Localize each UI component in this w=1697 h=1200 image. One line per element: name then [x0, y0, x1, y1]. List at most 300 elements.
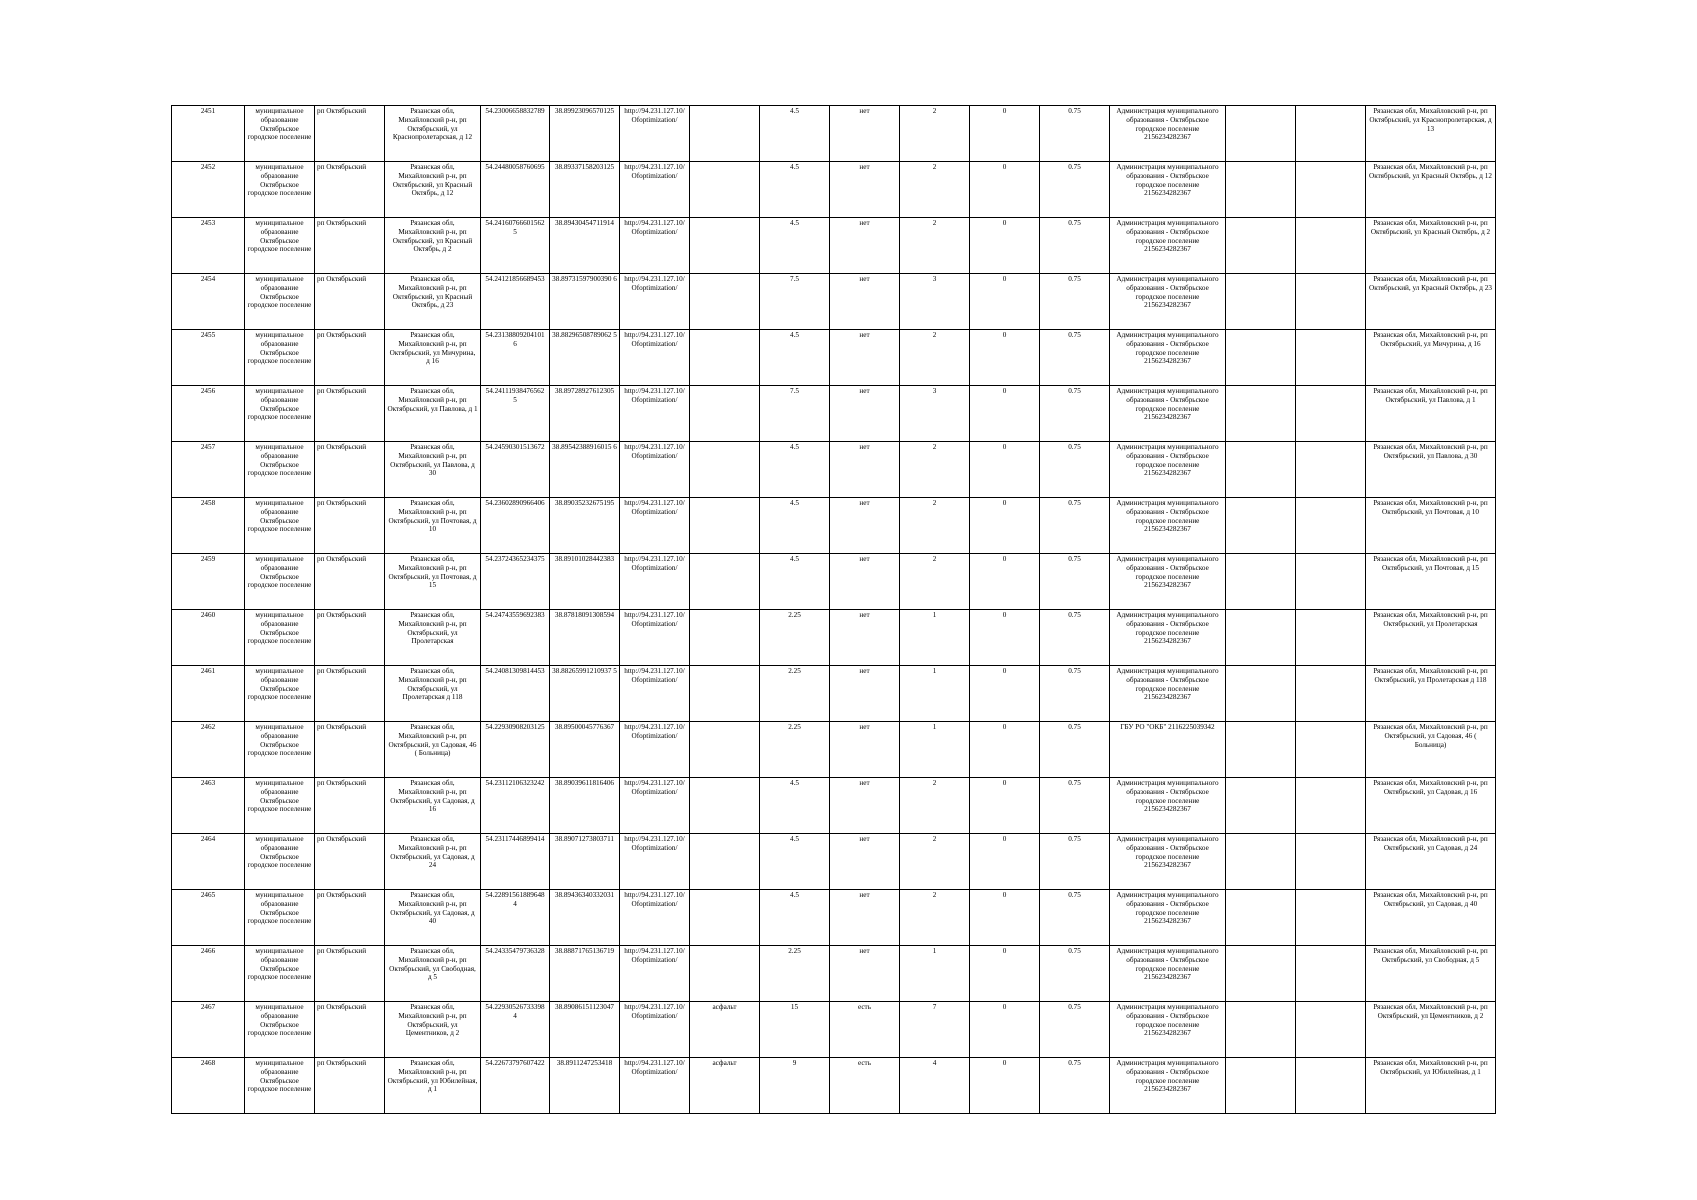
- cell-zero-value: 0: [970, 722, 1040, 778]
- cell-address: Рязанская обл, Михайловский р-н, рп Октябрьский, ул Пролетарская д 118: [385, 666, 481, 722]
- cell-container-count: 2: [900, 834, 970, 890]
- cell-longitude: 38.89035232675195: [550, 498, 620, 554]
- cell-locality: рп Октябрьский: [315, 666, 385, 722]
- cell-locality: рп Октябрьский: [315, 946, 385, 1002]
- cell-empty: [1226, 610, 1296, 666]
- cell-empty: [1296, 778, 1366, 834]
- cell-latitude: 54.23724365234375: [481, 554, 550, 610]
- cell-holder: Администрация муниципального образования - Октябрьское городское поселение 2156234282367: [1110, 1058, 1226, 1114]
- cell-owner: муниципальное образование Октябрьское городское поселение: [245, 778, 315, 834]
- cell-number: 2456: [172, 386, 245, 442]
- cell-map-link: http://94.231.127.10/Ofoptimization/: [620, 778, 690, 834]
- cell-empty: [1296, 1002, 1366, 1058]
- cell-owner: муниципальное образование Октябрьское городское поселение: [245, 890, 315, 946]
- cell-zero-value: 0: [970, 666, 1040, 722]
- table-row: [172, 610, 1496, 666]
- cell-waste-source: Рязанская обл, Михайловский р-н, рп Октябрьский, ул Красный Октябрь, д 2: [1366, 218, 1496, 274]
- cell-latitude: 54.24160766601562 5: [481, 218, 550, 274]
- cell-holder: Администрация муниципального образования - Октябрьское городское поселение 2156234282367: [1110, 386, 1226, 442]
- table-row: [172, 274, 1496, 330]
- cell-longitude: 38.88265991210937 5: [550, 666, 620, 722]
- cell-address: Рязанская обл, Михайловский р-н, рп Октябрьский, ул Красный Октябрь, д 2: [385, 218, 481, 274]
- cell-waste-source: Рязанская обл, Михайловский р-н, рп Октябрьский, ул Садовая, д 24: [1366, 834, 1496, 890]
- cell-map-link: http://94.231.127.10/Ofoptimization/: [620, 946, 690, 1002]
- cell-empty: [1296, 610, 1366, 666]
- cell-container-volume: 0.75: [1040, 386, 1110, 442]
- cell-number: 2451: [172, 106, 245, 162]
- cell-longitude: 38.89430454711914: [550, 218, 620, 274]
- cell-longitude: 38.89101028442383: [550, 554, 620, 610]
- cell-empty: [1296, 834, 1366, 890]
- cell-owner: муниципальное образование Октябрьское городское поселение: [245, 1058, 315, 1114]
- cell-container-count: 2: [900, 778, 970, 834]
- cell-longitude: 38.89086151123047: [550, 1002, 620, 1058]
- cell-address: Рязанская обл, Михайловский р-н, рп Октябрьский, ул Красный Октябрь, д 12: [385, 162, 481, 218]
- cell-address: Рязанская обл, Михайловский р-н, рп Октябрьский, ул Садовая, д 16: [385, 778, 481, 834]
- cell-latitude: 54.24081309814453: [481, 666, 550, 722]
- cell-map-link: http://94.231.127.10/Ofoptimization/: [620, 722, 690, 778]
- cell-surface: [690, 106, 760, 162]
- cell-owner: муниципальное образование Октябрьское городское поселение: [245, 666, 315, 722]
- cell-container-count: 1: [900, 666, 970, 722]
- cell-area: 4.5: [760, 442, 830, 498]
- cell-number: 2453: [172, 218, 245, 274]
- cell-empty: [1296, 722, 1366, 778]
- cell-longitude: 38.88296508789062 5: [550, 330, 620, 386]
- table-row: [172, 498, 1496, 554]
- cell-fence: нет: [830, 778, 900, 834]
- cell-holder: Администрация муниципального образования - Октябрьское городское поселение 2156234282367: [1110, 218, 1226, 274]
- cell-latitude: 54.22930526733398 4: [481, 1002, 550, 1058]
- cell-number: 2461: [172, 666, 245, 722]
- cell-owner: муниципальное образование Октябрьское городское поселение: [245, 218, 315, 274]
- cell-fence: нет: [830, 330, 900, 386]
- cell-container-volume: 0.75: [1040, 610, 1110, 666]
- cell-fence: нет: [830, 554, 900, 610]
- cell-map-link: http://94.231.127.10/Ofoptimization/: [620, 834, 690, 890]
- cell-container-volume: 0.75: [1040, 1058, 1110, 1114]
- cell-empty: [1226, 386, 1296, 442]
- cell-latitude: 54.24590301513672: [481, 442, 550, 498]
- cell-area: 4.5: [760, 218, 830, 274]
- cell-locality: рп Октябрьский: [315, 442, 385, 498]
- cell-empty: [1226, 498, 1296, 554]
- cell-container-volume: 0.75: [1040, 274, 1110, 330]
- cell-holder: Администрация муниципального образования - Октябрьское городское поселение 2156234282367: [1110, 778, 1226, 834]
- cell-latitude: 54.24480058760695: [481, 162, 550, 218]
- cell-container-count: 2: [900, 890, 970, 946]
- cell-area: 2.25: [760, 946, 830, 1002]
- table-row: [172, 386, 1496, 442]
- cell-container-volume: 0.75: [1040, 330, 1110, 386]
- cell-area: 2.25: [760, 666, 830, 722]
- cell-holder: Администрация муниципального образования - Октябрьское городское поселение 2156234282367: [1110, 106, 1226, 162]
- table-body: [172, 106, 1496, 1114]
- cell-waste-source: Рязанская обл, Михайловский р-н, рп Октябрьский, ул Почтовая, д 15: [1366, 554, 1496, 610]
- cell-owner: муниципальное образование Октябрьское городское поселение: [245, 386, 315, 442]
- cell-longitude: 38.87818091308594: [550, 610, 620, 666]
- cell-container-volume: 0.75: [1040, 778, 1110, 834]
- cell-holder: Администрация муниципального образования - Октябрьское городское поселение 2156234282367: [1110, 162, 1226, 218]
- cell-address: Рязанская обл, Михайловский р-н, рп Октябрьский, ул Мичурина, д 16: [385, 330, 481, 386]
- cell-longitude: 38.89436340332031: [550, 890, 620, 946]
- cell-container-count: 3: [900, 274, 970, 330]
- cell-number: 2455: [172, 330, 245, 386]
- cell-address: Рязанская обл, Михайловский р-н, рп Октябрьский, ул Краснопролетарская, д 12: [385, 106, 481, 162]
- cell-map-link: http://94.231.127.10/Ofoptimization/: [620, 1002, 690, 1058]
- table-row: [172, 106, 1496, 162]
- cell-number: 2460: [172, 610, 245, 666]
- cell-empty: [1226, 218, 1296, 274]
- cell-fence: нет: [830, 106, 900, 162]
- cell-owner: муниципальное образование Октябрьское городское поселение: [245, 554, 315, 610]
- cell-number: 2464: [172, 834, 245, 890]
- cell-surface: [690, 554, 760, 610]
- cell-holder: Администрация муниципального образования - Октябрьское городское поселение 2156234282367: [1110, 666, 1226, 722]
- cell-container-volume: 0.75: [1040, 218, 1110, 274]
- cell-address: Рязанская обл, Михайловский р-н, рп Октябрьский, ул Цементников, д 2: [385, 1002, 481, 1058]
- cell-map-link: http://94.231.127.10/Ofoptimization/: [620, 1058, 690, 1114]
- table-row: [172, 162, 1496, 218]
- cell-empty: [1226, 834, 1296, 890]
- cell-longitude: 38.8911247253418: [550, 1058, 620, 1114]
- cell-container-count: 1: [900, 722, 970, 778]
- cell-empty: [1226, 946, 1296, 1002]
- cell-locality: рп Октябрьский: [315, 722, 385, 778]
- cell-zero-value: 0: [970, 778, 1040, 834]
- cell-owner: муниципальное образование Октябрьское городское поселение: [245, 722, 315, 778]
- cell-empty: [1226, 890, 1296, 946]
- cell-zero-value: 0: [970, 218, 1040, 274]
- cell-waste-source: Рязанская обл, Михайловский р-н, рп Октябрьский, ул Пролетарская: [1366, 610, 1496, 666]
- cell-area: 2.25: [760, 722, 830, 778]
- cell-waste-source: Рязанская обл, Михайловский р-н, рп Октябрьский, ул Почтовая, д 10: [1366, 498, 1496, 554]
- cell-latitude: 54.22891561889648 4: [481, 890, 550, 946]
- cell-area: 2.25: [760, 610, 830, 666]
- cell-surface: [690, 610, 760, 666]
- cell-surface: [690, 274, 760, 330]
- cell-area: 9: [760, 1058, 830, 1114]
- table-row: [172, 330, 1496, 386]
- cell-empty: [1226, 330, 1296, 386]
- cell-waste-source: Рязанская обл, Михайловский р-н, рп Октябрьский, ул Юбилейная, д 1: [1366, 1058, 1496, 1114]
- cell-map-link: http://94.231.127.10/Ofoptimization/: [620, 106, 690, 162]
- cell-owner: муниципальное образование Октябрьское городское поселение: [245, 330, 315, 386]
- cell-holder: Администрация муниципального образования - Октябрьское городское поселение 2156234282367: [1110, 274, 1226, 330]
- cell-locality: рп Октябрьский: [315, 778, 385, 834]
- table-row: [172, 1002, 1496, 1058]
- cell-container-count: 2: [900, 162, 970, 218]
- cell-longitude: 38.89500045776367: [550, 722, 620, 778]
- cell-number: 2458: [172, 498, 245, 554]
- cell-container-volume: 0.75: [1040, 106, 1110, 162]
- cell-empty: [1296, 162, 1366, 218]
- cell-fence: нет: [830, 722, 900, 778]
- cell-latitude: 54.23138809204101 6: [481, 330, 550, 386]
- cell-surface: [690, 498, 760, 554]
- cell-zero-value: 0: [970, 106, 1040, 162]
- cell-area: 4.5: [760, 834, 830, 890]
- cell-fence: нет: [830, 218, 900, 274]
- cell-fence: есть: [830, 1058, 900, 1114]
- cell-map-link: http://94.231.127.10/Ofoptimization/: [620, 386, 690, 442]
- cell-zero-value: 0: [970, 554, 1040, 610]
- cell-owner: муниципальное образование Октябрьское городское поселение: [245, 274, 315, 330]
- cell-owner: муниципальное образование Октябрьское городское поселение: [245, 106, 315, 162]
- table-row: [172, 722, 1496, 778]
- cell-number: 2467: [172, 1002, 245, 1058]
- cell-zero-value: 0: [970, 274, 1040, 330]
- cell-holder: Администрация муниципального образования - Октябрьское городское поселение 2156234282367: [1110, 442, 1226, 498]
- cell-holder: Администрация муниципального образования - Октябрьское городское поселение 2156234282367: [1110, 498, 1226, 554]
- cell-container-count: 1: [900, 946, 970, 1002]
- cell-surface: [690, 890, 760, 946]
- cell-map-link: http://94.231.127.10/Ofoptimization/: [620, 162, 690, 218]
- cell-number: 2462: [172, 722, 245, 778]
- cell-surface: [690, 946, 760, 1002]
- cell-container-volume: 0.75: [1040, 722, 1110, 778]
- table-row: [172, 442, 1496, 498]
- cell-map-link: http://94.231.127.10/Ofoptimization/: [620, 554, 690, 610]
- cell-container-count: 2: [900, 330, 970, 386]
- cell-area: 4.5: [760, 106, 830, 162]
- cell-number: 2463: [172, 778, 245, 834]
- cell-container-volume: 0.75: [1040, 1002, 1110, 1058]
- cell-empty: [1296, 274, 1366, 330]
- cell-number: 2459: [172, 554, 245, 610]
- cell-container-count: 2: [900, 218, 970, 274]
- cell-surface: [690, 778, 760, 834]
- cell-number: 2452: [172, 162, 245, 218]
- cell-waste-source: Рязанская обл, Михайловский р-н, рп Октябрьский, ул Пролетарская д 118: [1366, 666, 1496, 722]
- cell-area: 4.5: [760, 498, 830, 554]
- cell-surface: [690, 834, 760, 890]
- cell-latitude: 54.24121856689453: [481, 274, 550, 330]
- cell-surface: [690, 442, 760, 498]
- table-row: [172, 666, 1496, 722]
- cell-number: 2466: [172, 946, 245, 1002]
- cell-area: 7.5: [760, 386, 830, 442]
- cell-waste-source: Рязанская обл, Михайловский р-н, рп Октябрьский, ул Красный Октябрь, д 12: [1366, 162, 1496, 218]
- cell-empty: [1296, 442, 1366, 498]
- cell-holder: Администрация муниципального образования - Октябрьское городское поселение 2156234282367: [1110, 1002, 1226, 1058]
- cell-locality: рп Октябрьский: [315, 610, 385, 666]
- cell-longitude: 38.89923096570125: [550, 106, 620, 162]
- cell-fence: нет: [830, 946, 900, 1002]
- cell-waste-source: Рязанская обл, Михайловский р-н, рп Октябрьский, ул Павлова, д 1: [1366, 386, 1496, 442]
- cell-waste-source: Рязанская обл, Михайловский р-н, рп Октябрьский, ул Свободная, д 5: [1366, 946, 1496, 1002]
- cell-surface: [690, 666, 760, 722]
- cell-area: 15: [760, 1002, 830, 1058]
- cell-container-volume: 0.75: [1040, 666, 1110, 722]
- cell-holder: Администрация муниципального образования - Октябрьское городское поселение 2156234282367: [1110, 834, 1226, 890]
- cell-owner: муниципальное образование Октябрьское городское поселение: [245, 442, 315, 498]
- cell-locality: рп Октябрьский: [315, 386, 385, 442]
- cell-empty: [1296, 554, 1366, 610]
- cell-number: 2454: [172, 274, 245, 330]
- cell-latitude: 54.24743559692383: [481, 610, 550, 666]
- cell-fence: нет: [830, 834, 900, 890]
- cell-owner: муниципальное образование Октябрьское городское поселение: [245, 1002, 315, 1058]
- cell-holder: Администрация муниципального образования - Октябрьское городское поселение 2156234282367: [1110, 554, 1226, 610]
- cell-fence: нет: [830, 498, 900, 554]
- cell-fence: нет: [830, 442, 900, 498]
- cell-address: Рязанская обл, Михайловский р-н, рп Октябрьский, ул Красный Октябрь, д 23: [385, 274, 481, 330]
- cell-address: Рязанская обл, Михайловский р-н, рп Октябрьский, ул Садовая, д 40: [385, 890, 481, 946]
- cell-empty: [1296, 890, 1366, 946]
- cell-container-count: 2: [900, 554, 970, 610]
- cell-container-count: 7: [900, 1002, 970, 1058]
- cell-waste-source: Рязанская обл, Михайловский р-н, рп Октябрьский, ул Павлова, д 30: [1366, 442, 1496, 498]
- cell-area: 4.5: [760, 554, 830, 610]
- cell-waste-source: Рязанская обл, Михайловский р-н, рп Октябрьский, ул Садовая, д 16: [1366, 778, 1496, 834]
- cell-waste-source: Рязанская обл, Михайловский р-н, рп Октябрьский, ул Краснопролетарская, д 13: [1366, 106, 1496, 162]
- cell-container-count: 3: [900, 386, 970, 442]
- cell-empty: [1296, 330, 1366, 386]
- cell-empty: [1226, 162, 1296, 218]
- cell-latitude: 54.22930908203125: [481, 722, 550, 778]
- cell-container-count: 2: [900, 442, 970, 498]
- table-row: [172, 834, 1496, 890]
- cell-container-count: 4: [900, 1058, 970, 1114]
- cell-empty: [1226, 1002, 1296, 1058]
- cell-locality: рп Октябрьский: [315, 1002, 385, 1058]
- cell-zero-value: 0: [970, 498, 1040, 554]
- cell-surface: [690, 386, 760, 442]
- cell-address: Рязанская обл, Михайловский р-н, рп Октябрьский, ул Садовая, 46 ( Больница): [385, 722, 481, 778]
- cell-empty: [1296, 946, 1366, 1002]
- cell-locality: рп Октябрьский: [315, 1058, 385, 1114]
- cell-latitude: 54.24335479736328: [481, 946, 550, 1002]
- cell-locality: рп Октябрьский: [315, 274, 385, 330]
- cell-surface: [690, 162, 760, 218]
- cell-surface: [690, 330, 760, 386]
- table-row: [172, 554, 1496, 610]
- cell-latitude: 54.23602890966406: [481, 498, 550, 554]
- cell-locality: рп Октябрьский: [315, 554, 385, 610]
- cell-zero-value: 0: [970, 330, 1040, 386]
- cell-container-count: 2: [900, 498, 970, 554]
- cell-zero-value: 0: [970, 162, 1040, 218]
- cell-locality: рп Октябрьский: [315, 890, 385, 946]
- cell-zero-value: 0: [970, 1002, 1040, 1058]
- cell-map-link: http://94.231.127.10/Ofoptimization/: [620, 330, 690, 386]
- cell-waste-source: Рязанская обл, Михайловский р-н, рп Октябрьский, ул Красный Октябрь, д 23: [1366, 274, 1496, 330]
- cell-waste-source: Рязанская обл, Михайловский р-н, рп Октябрьский, ул Садовая, д 40: [1366, 890, 1496, 946]
- cell-owner: муниципальное образование Октябрьское городское поселение: [245, 162, 315, 218]
- cell-address: Рязанская обл, Михайловский р-н, рп Октябрьский, ул Почтовая, д 10: [385, 498, 481, 554]
- cell-longitude: 38.89731597900390 6: [550, 274, 620, 330]
- cell-empty: [1296, 218, 1366, 274]
- cell-empty: [1296, 106, 1366, 162]
- cell-waste-source: Рязанская обл, Михайловский р-н, рп Октябрьский, ул Мичурина, д 16: [1366, 330, 1496, 386]
- cell-holder: Администрация муниципального образования - Октябрьское городское поселение 2156234282367: [1110, 610, 1226, 666]
- cell-zero-value: 0: [970, 610, 1040, 666]
- cell-container-volume: 0.75: [1040, 946, 1110, 1002]
- cell-longitude: 38.89039611816406: [550, 778, 620, 834]
- cell-map-link: http://94.231.127.10/Ofoptimization/: [620, 442, 690, 498]
- cell-locality: рп Октябрьский: [315, 162, 385, 218]
- cell-empty: [1296, 1058, 1366, 1114]
- cell-latitude: 54.23117446899414: [481, 834, 550, 890]
- cell-area: 7.5: [760, 274, 830, 330]
- table-row: [172, 778, 1496, 834]
- cell-owner: муниципальное образование Октябрьское городское поселение: [245, 834, 315, 890]
- waste-sites-table: [171, 105, 1496, 1114]
- cell-fence: нет: [830, 666, 900, 722]
- cell-address: Рязанская обл, Михайловский р-н, рп Октябрьский, ул Почтовая, д 15: [385, 554, 481, 610]
- cell-container-volume: 0.75: [1040, 890, 1110, 946]
- cell-zero-value: 0: [970, 386, 1040, 442]
- table-row: [172, 946, 1496, 1002]
- cell-map-link: http://94.231.127.10/Ofoptimization/: [620, 610, 690, 666]
- cell-container-volume: 0.75: [1040, 162, 1110, 218]
- cell-number: 2468: [172, 1058, 245, 1114]
- cell-holder: Администрация муниципального образования - Октябрьское городское поселение 2156234282367: [1110, 946, 1226, 1002]
- cell-surface: [690, 218, 760, 274]
- cell-empty: [1226, 106, 1296, 162]
- cell-surface: асфальт: [690, 1058, 760, 1114]
- cell-empty: [1226, 554, 1296, 610]
- cell-area: 4.5: [760, 778, 830, 834]
- cell-container-volume: 0.75: [1040, 554, 1110, 610]
- cell-map-link: http://94.231.127.10/Ofoptimization/: [620, 218, 690, 274]
- cell-address: Рязанская обл, Михайловский р-н, рп Октябрьский, ул Павлова, д 1: [385, 386, 481, 442]
- cell-holder: Администрация муниципального образования - Октябрьское городское поселение 2156234282367: [1110, 890, 1226, 946]
- cell-number: 2457: [172, 442, 245, 498]
- cell-empty: [1296, 386, 1366, 442]
- cell-map-link: http://94.231.127.10/Ofoptimization/: [620, 890, 690, 946]
- cell-longitude: 38.89542388916015 6: [550, 442, 620, 498]
- cell-container-count: 1: [900, 610, 970, 666]
- cell-latitude: 54.23006658832789: [481, 106, 550, 162]
- cell-area: 4.5: [760, 890, 830, 946]
- cell-longitude: 38.89071273803711: [550, 834, 620, 890]
- cell-fence: есть: [830, 1002, 900, 1058]
- cell-surface: асфальт: [690, 1002, 760, 1058]
- cell-locality: рп Октябрьский: [315, 834, 385, 890]
- cell-longitude: 38.88871765136719: [550, 946, 620, 1002]
- cell-zero-value: 0: [970, 1058, 1040, 1114]
- cell-latitude: 54.23112106323242: [481, 778, 550, 834]
- table-row: [172, 890, 1496, 946]
- cell-fence: нет: [830, 386, 900, 442]
- cell-address: Рязанская обл, Михайловский р-н, рп Октябрьский, ул Свободная, д 5: [385, 946, 481, 1002]
- table-row: [172, 218, 1496, 274]
- cell-map-link: http://94.231.127.10/Ofoptimization/: [620, 666, 690, 722]
- cell-locality: рп Октябрьский: [315, 106, 385, 162]
- cell-empty: [1226, 722, 1296, 778]
- cell-empty: [1226, 1058, 1296, 1114]
- cell-waste-source: Рязанская обл, Михайловский р-н, рп Октябрьский, ул Цементников, д 2: [1366, 1002, 1496, 1058]
- cell-owner: муниципальное образование Октябрьское городское поселение: [245, 498, 315, 554]
- cell-map-link: http://94.231.127.10/Ofoptimization/: [620, 498, 690, 554]
- cell-address: Рязанская обл, Михайловский р-н, рп Октябрьский, ул Пролетарская: [385, 610, 481, 666]
- cell-holder: Администрация муниципального образования - Октябрьское городское поселение 2156234282367: [1110, 330, 1226, 386]
- cell-longitude: 38.89728927612305: [550, 386, 620, 442]
- cell-container-volume: 0.75: [1040, 498, 1110, 554]
- cell-fence: нет: [830, 610, 900, 666]
- cell-empty: [1296, 498, 1366, 554]
- cell-empty: [1226, 778, 1296, 834]
- cell-longitude: 38.89337158203125: [550, 162, 620, 218]
- cell-latitude: 54.24111938476562 5: [481, 386, 550, 442]
- cell-container-volume: 0.75: [1040, 834, 1110, 890]
- cell-zero-value: 0: [970, 946, 1040, 1002]
- cell-empty: [1226, 666, 1296, 722]
- cell-waste-source: Рязанская обл, Михайловский р-н, рп Октябрьский, ул Садовая, 46 ( Больница): [1366, 722, 1496, 778]
- cell-address: Рязанская обл, Михайловский р-н, рп Октябрьский, ул Юбилейная, д 1: [385, 1058, 481, 1114]
